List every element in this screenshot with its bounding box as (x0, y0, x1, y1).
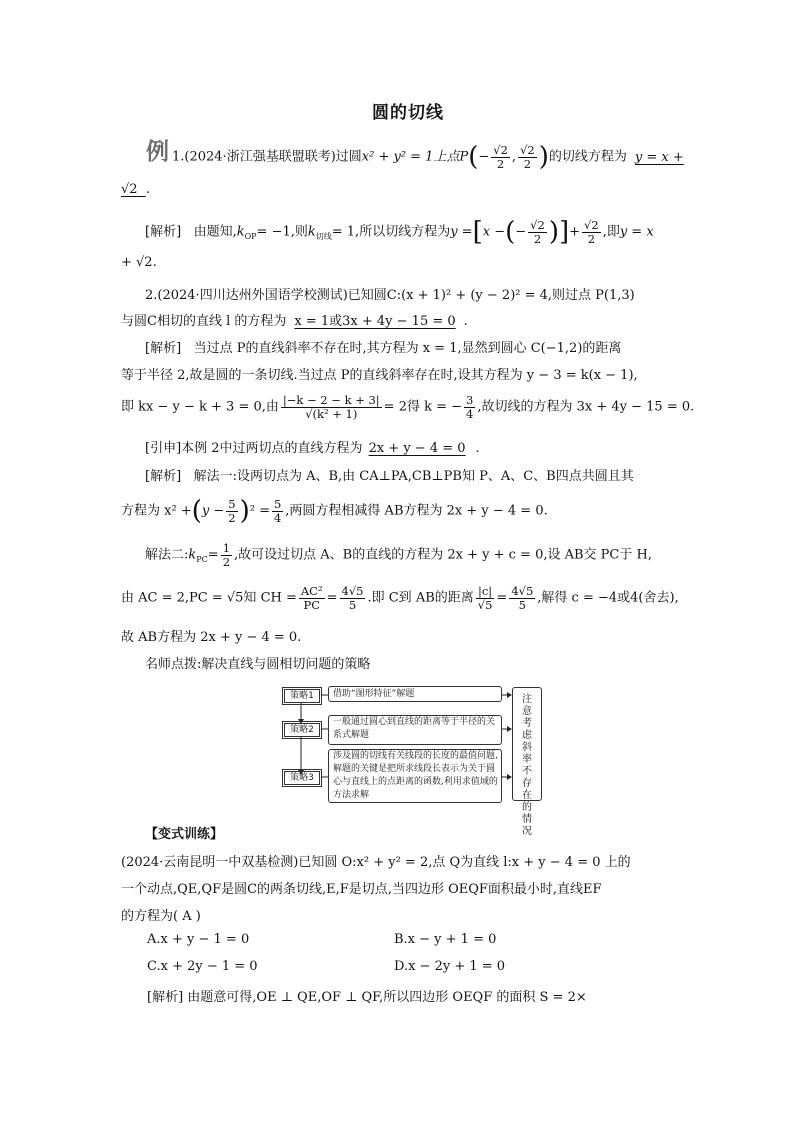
example-glyph: 例 (146, 138, 169, 165)
solution-2-line-1: [解析] 当过点 P的直线斜率不存在时,其方程为 x = 1,显然到圆心 C(−1,2)的距离 (145, 341, 622, 356)
strategy-2-label: 策略2 (282, 721, 322, 739)
problem-2-line-2: 与圆C相切的直线 l 的方程为 x = 1或3x + 4y − 15 = 0 . (121, 314, 468, 329)
problem-2-line-1: 2.(2024·四川达州外国语学校测试)已知圆C:(x + 1)² + (y − 2)² = 4,则过点 P(1,3) (145, 288, 635, 303)
strategy-1-desc: 借助“图形特征”解题 (328, 686, 502, 702)
answer-extension: 2x + y − 4 = 0 (368, 441, 466, 456)
solution-2-line-3: 即 kx − y − k + 3 = 0,由 $\frac{|-k - 2 - k + 3|}{\text{√(k² + 1)}}$ = 2得 k = − $\frac{3}{4}$ ,故切线的方程为 3x + 4y − 15 = 0. (121, 393, 695, 421)
teacher-tip: 名师点拨:解决直线与圆相切问题的策略 (145, 657, 371, 672)
answer-1: y = x + (634, 149, 684, 165)
page-title: 圆的切线 (372, 103, 444, 123)
solution-4-line-1: 解法二$:k_{PC}=$ $\frac{1}{2}$ ,故可设过切点 A、B的直线的方程为 2x + y + c = 0,设 AB交 PC于 H, (145, 541, 652, 569)
solution-1-line-2: + √2. (121, 255, 157, 270)
strategy-flowchart (280, 683, 550, 837)
solution-2-line-2: 等于半径 2,故是圆的一条切线.当过点 P的直线斜率存在时,设其方程为 y − 3 = k(x − 1), (121, 368, 638, 383)
extension-line: [引申]本例 2中过两切点的直线方程为 2x + y − 4 = 0 . (145, 441, 480, 456)
option-a: A.x + y − 1 = 0 (147, 932, 250, 947)
variant-line-3: 的方程为( A ) (121, 909, 201, 924)
solution-4-line-3: 故 AB方程为 2x + y − 4 = 0. (121, 630, 302, 645)
variant-line-1: (2024·云南昆明一中双基检测)已知圆 O:x² + y² = 2,点 Q为直线 l:x + y − 4 = 0 上的 (121, 855, 631, 870)
note-box (512, 687, 542, 837)
option-d: D.x − 2y + 1 = 0 (394, 959, 506, 974)
strategy-2-desc: 一般通过圆心到直线的距离等于半径的关系式解题 (328, 715, 502, 745)
solution-1-line-1: [解析] 由题知$,k_{OP}= -1$,则$k_{切线}= 1$,所以切线方程为y =[x −(− $\frac{√2}{2}$ )]+ $\frac{√2}{2}$ ,即y = x (145, 217, 654, 247)
solution-3-line-1: [解析] 解法一:设两切点为 A、B,由 CA⊥PA,CB⊥PB知 P、A、C、B四点共圆且其 (145, 469, 634, 484)
problem-1-line-2: √2 . (121, 182, 150, 197)
strategy-3-desc: 涉及圆的切线有关线段的长度的最值问题,解题的关键是把所求线段长表示为关于圆心与直线上的点距离的函数,利用求值域的方法求解 (328, 749, 502, 803)
frac-neg-sqrt2-half: $\frac{√2}{2}$ (493, 142, 508, 171)
variant-line-2: 一个动点,QE,QF是圆C的两条切线,E,F是切点,当四边形 OEQF面积最小时,直线EF (121, 882, 602, 897)
option-c: C.x + 2y − 1 = 0 (147, 959, 258, 974)
note-text: 注意考虑斜率不存在的情况 (522, 694, 532, 837)
answer-2: x = 1或3x + 4y − 15 = 0 (294, 314, 456, 329)
solution-4-line-2: 由 AC = 2,PC = √5知 CH = $\frac{\text{AC²}}{PC}$ = $\frac{4√5}{5}$ .即 C到 AB的距离 $\frac{|c|}{√5}$ = $\frac{4√5}{5}$ ,解得 c = −4或4(舍去), (121, 584, 679, 612)
frac-sqrt2-half: $\frac{√2}{2}$ (520, 142, 535, 171)
solution-3-line-2: 方程为 x² +(y − $\frac{5}{2}$ )² = $\frac{5}{4}$ ,两圆方程相减得 AB方程为 2x + y − 4 = 0. (121, 496, 548, 526)
strategy-1-label: 策略1 (282, 687, 322, 705)
frac-distance: $\frac{|-k - 2 - k + 3|}{\text{√(k² + 1)}}$ (282, 393, 380, 421)
strategy-3-label: 策略3 (282, 769, 322, 787)
variant-solution: [解析] 由题意可得,OE ⊥ QE,OF ⊥ QF,所以四边形 OEQF 的面积 S = 2× (147, 990, 587, 1005)
variant-heading: 【变式训练】 (145, 827, 224, 842)
problem-1-line-1: 1.(2024·浙江强基联盟联考)过圆x² + y² = 1上点P(− $\frac{√2}{2}$ , $\frac{√2}{2}$ )的切线方程为 y = x + (172, 142, 684, 172)
option-b: B.x − y + 1 = 0 (394, 932, 497, 947)
